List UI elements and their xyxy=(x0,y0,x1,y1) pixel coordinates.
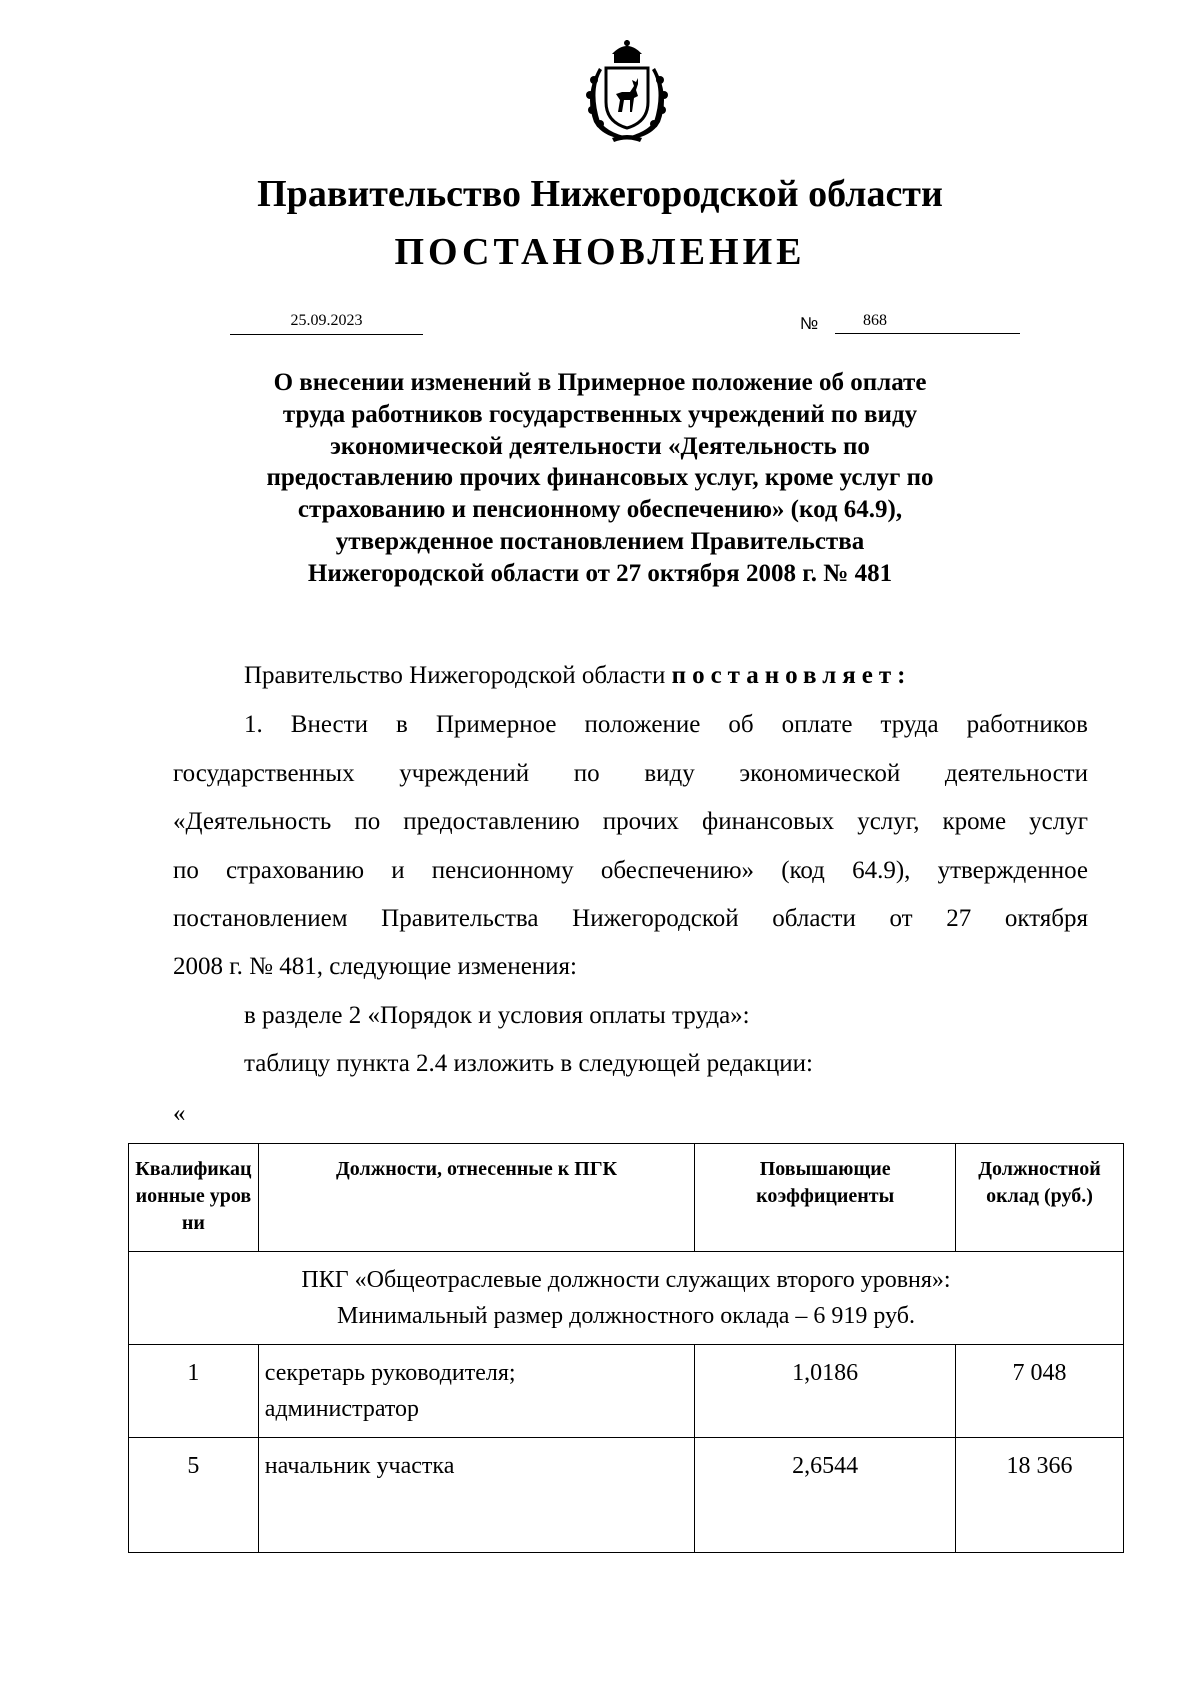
decree-date: 25.09.2023 xyxy=(230,310,423,335)
group-min-salary: Минимальный размер должностного оклада – 6 919 руб. xyxy=(337,1303,915,1329)
group-row xyxy=(129,1252,1124,1345)
header-positions: Должности, отнесенные к ПГК xyxy=(258,1144,694,1252)
subject-line: О внесении изменений в Примерное положение об оплате xyxy=(273,369,927,396)
position-line: администратор xyxy=(264,1396,420,1422)
cell-level: 5 xyxy=(129,1438,259,1553)
intro-resolves: постановляет: xyxy=(671,662,912,689)
header-coefficients: Повышающие коэффициенты xyxy=(695,1144,956,1252)
government-title: Правительство Нижегородской области xyxy=(257,173,943,215)
subject-line: утвержденное постановлением Правительства xyxy=(335,527,865,555)
header-levels: Квалификационные уровни xyxy=(129,1144,259,1252)
decree-number: 868 xyxy=(835,310,1020,334)
paragraph-line: по страхованию и пенсионному обеспечению» (код 64.9), утвержденное xyxy=(173,857,1088,884)
table-row xyxy=(129,1345,1124,1438)
subject-line: Нижегородской области от 27 октября 2008 г. № 481 xyxy=(307,559,893,587)
intro-prefix: Правительство Нижегородской области xyxy=(244,662,672,689)
group-title: ПКГ «Общеотраслевые должности служащих второго уровня»: xyxy=(301,1267,951,1293)
cell-coefficient: 1,0186 xyxy=(695,1345,956,1438)
paragraph-line: 1. Внести в Примерное положение об оплате труда работников xyxy=(244,711,1088,738)
cell-position xyxy=(258,1345,694,1438)
subject-line: предоставлению прочих финансовых услуг, кроме услуг по xyxy=(266,464,934,492)
cell-level: 1 xyxy=(129,1345,259,1438)
position-line: секретарь руководителя; xyxy=(264,1360,516,1386)
crown-icon xyxy=(612,40,642,63)
number-sign: № xyxy=(800,314,819,333)
table-header-row xyxy=(129,1144,1124,1252)
subject-line: труда работников государственных учреждений по виду xyxy=(282,400,918,428)
cell-salary: 7 048 xyxy=(956,1345,1124,1438)
coat-of-arms-emblem xyxy=(572,40,682,145)
table-row xyxy=(129,1438,1124,1553)
position-line: начальник участка xyxy=(264,1453,455,1479)
cell-salary: 18 366 xyxy=(956,1438,1124,1553)
section-reference: в разделе 2 «Порядок и условия оплаты труда»: xyxy=(244,1002,750,1029)
cell-coefficient: 2,6544 xyxy=(695,1438,956,1553)
subject-line: экономической деятельности «Деятельность по xyxy=(330,432,870,460)
opening-quote: « xyxy=(173,1100,186,1127)
header-salary: Должностной оклад (руб.) xyxy=(956,1144,1124,1252)
subject-line: страхованию и пенсионному обеспечению» (код 64.9), xyxy=(297,496,903,524)
paragraph-line: «Деятельность по предоставлению прочих финансовых услуг, кроме услуг xyxy=(173,808,1088,835)
intro-line xyxy=(244,660,911,692)
group-title-cell xyxy=(129,1252,1124,1345)
decree-subject xyxy=(200,367,1000,590)
table-instruction: таблицу пункта 2.4 изложить в следующей редакции: xyxy=(244,1050,813,1077)
document-type-title: ПОСТАНОВЛЕНИЕ xyxy=(394,231,806,273)
cell-position xyxy=(258,1438,694,1553)
paragraph-line: 2008 г. № 481, следующие изменения: xyxy=(173,953,577,980)
salary-table xyxy=(128,1143,1124,1553)
paragraph-line: постановлением Правительства Нижегородской области от 27 октября xyxy=(173,905,1088,932)
paragraph-line: государственных учреждений по виду экономической деятельности xyxy=(173,760,1088,787)
